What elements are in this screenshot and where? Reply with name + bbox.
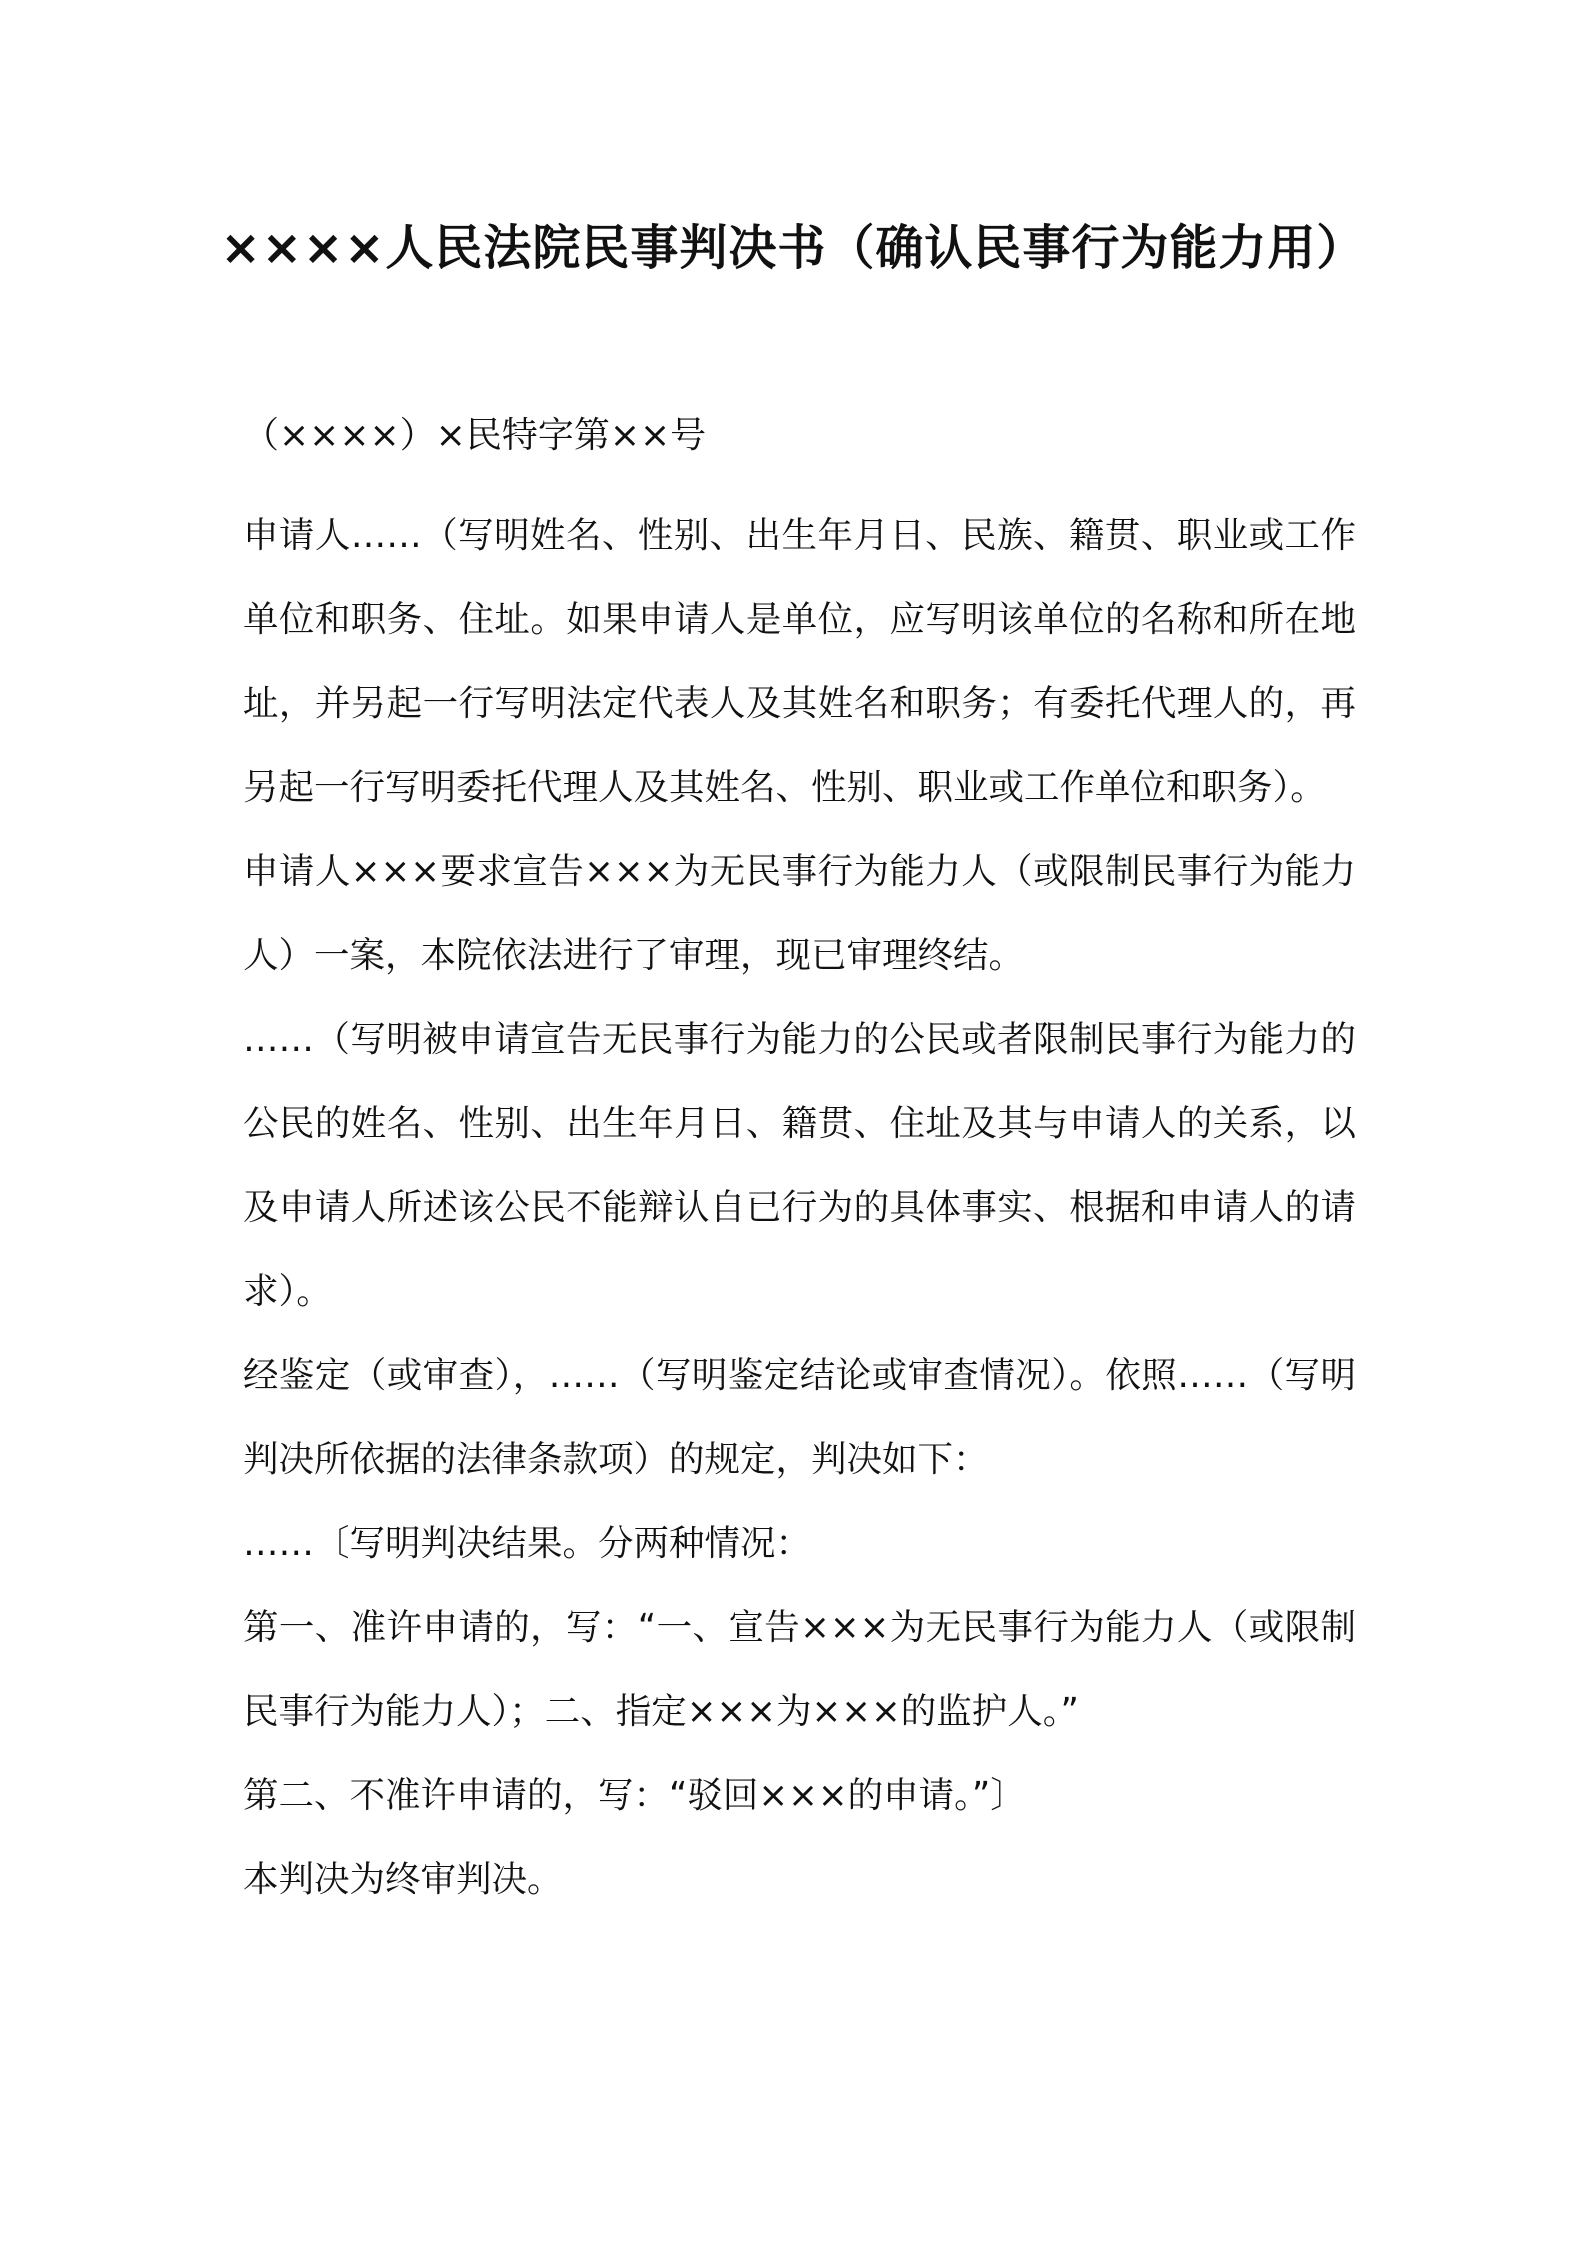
paragraph-appraisal: 经鉴定（或审查），……（写明鉴定结论或审查情况）。依照……（写明判决所依据的法律条款项）的规定，判决如下： (243, 1355, 1356, 1480)
paragraph-applicant-info: 申请人……（写明姓名、性别、出生年月日、民族、籍贯、职业或工作单位和职务、住址。如果申请人是单位，应写明该单位的名称和所在地址，并另起一行写明法定代表人及其姓名和职务；有委托代理人的，再另起一行写明委托代理人及其姓名、性别、职业或工作单位和职务）。 (243, 515, 1356, 808)
paragraph-case-one: 第一、准许申请的，写：“一、宣告×××为无民事行为能力人（或限制民事行为能力人）；二、指定×××为×××的监护人。” (243, 1607, 1356, 1732)
paragraph-case-two: 第二、不准许申请的，写：“驳回×××的申请。”〕 (243, 1775, 1026, 1816)
document-body (243, 494, 1356, 1922)
paragraph-facts: ……（写明被申请宣告无民事行为能力的公民或者限制民事行为能力的公民的姓名、性别、出生年月日、籍贯、住址及其与申请人的关系，以及申请人所述该公民不能辩认自已行为的具体事实、根据和申请人的请求）。 (243, 1019, 1356, 1312)
document-title: ××××人民法院民事判决书（确认民事行为能力用） (220, 220, 1366, 276)
paragraph-case-summary: 申请人×××要求宣告×××为无民事行为能力人（或限制民事行为能力人）一案，本院依法进行了审理，现已审理终结。 (243, 851, 1356, 976)
paragraph-final: 本判决为终审判决。 (243, 1859, 563, 1900)
paragraph-judgment-intro: ……〔写明判决结果。分两种情况： (243, 1523, 812, 1564)
case-number: （××××）×民特字第××号 (243, 415, 707, 456)
